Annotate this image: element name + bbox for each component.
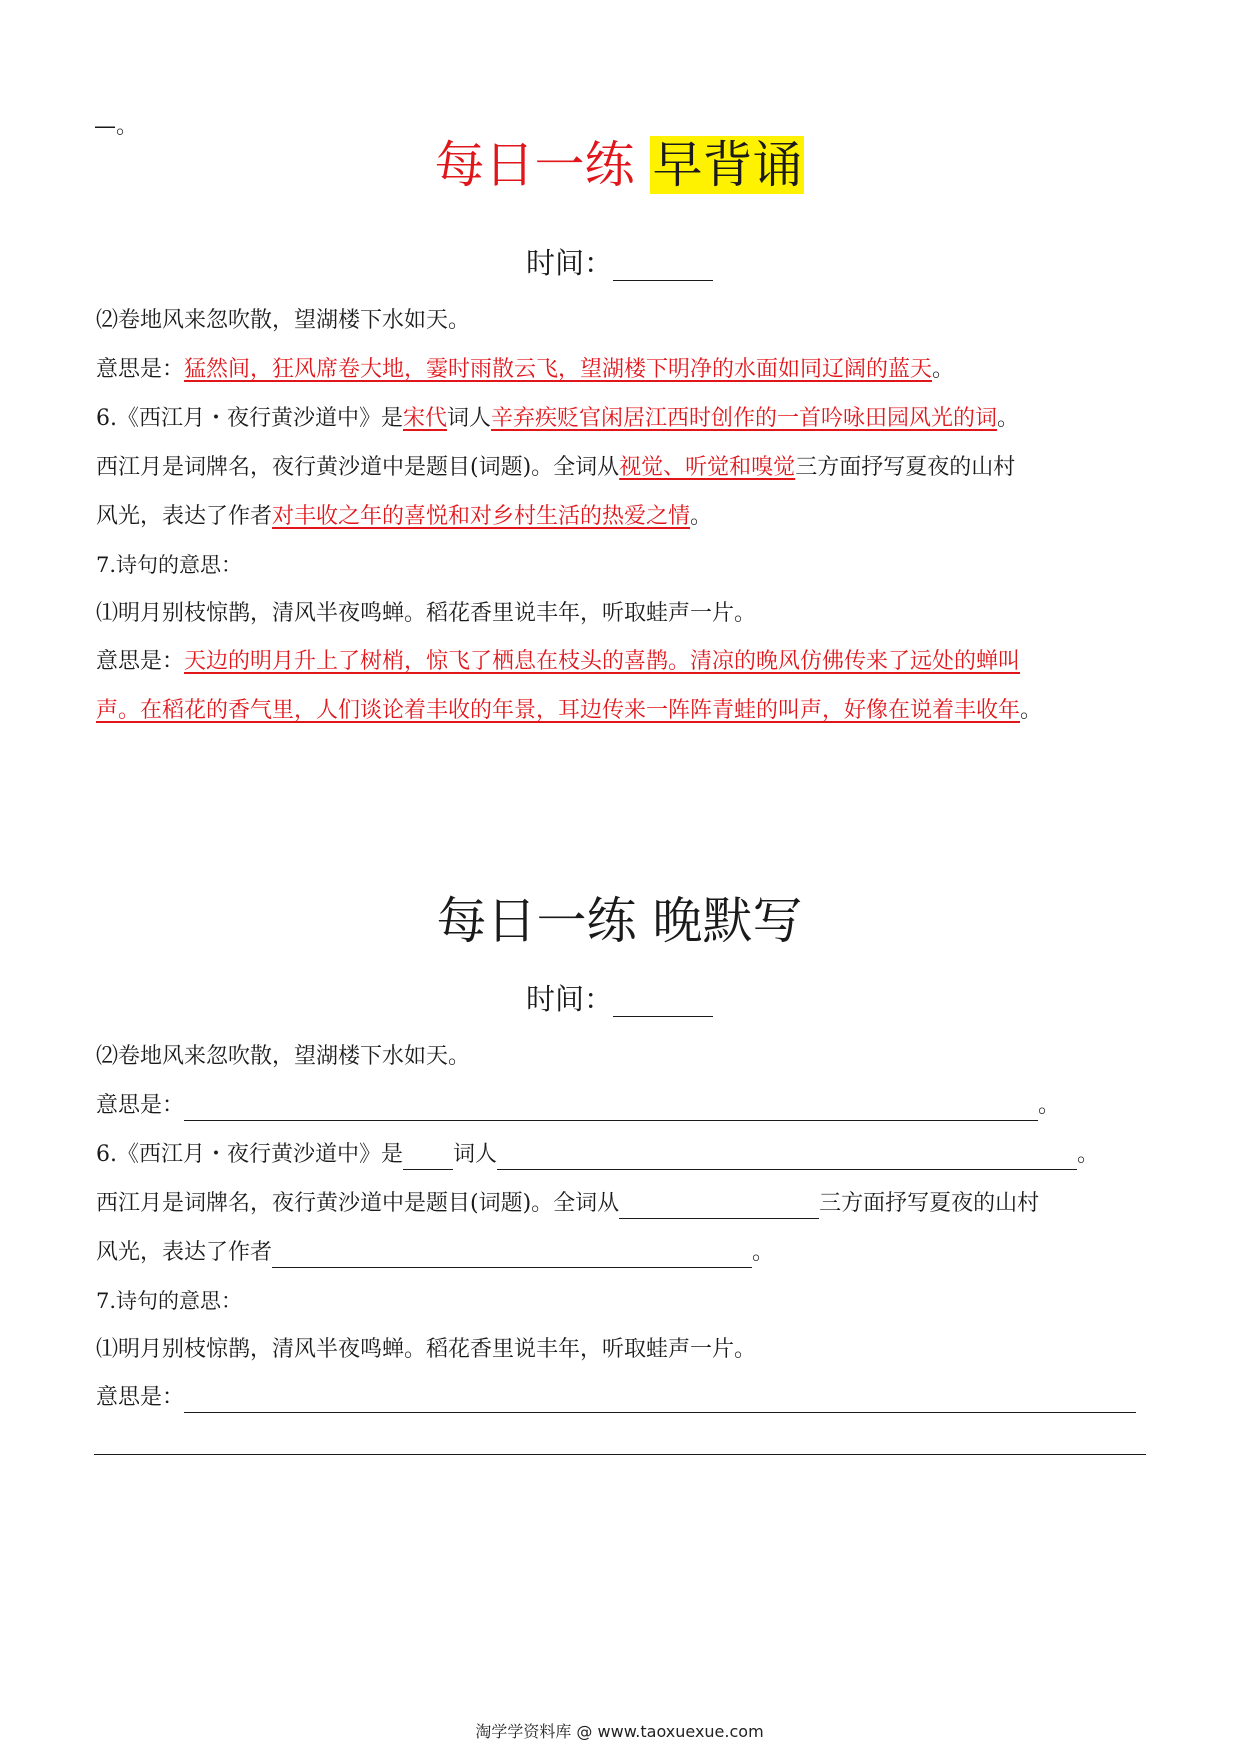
morning-q6-line3-end: 。	[690, 504, 713, 529]
top-fragment: —。	[94, 114, 139, 139]
morning-q6-end: 。	[997, 406, 1020, 431]
morning-q6-line1	[96, 404, 1019, 434]
evening-q2-line: ⑵卷地风来忽吹散，望湖楼下水如天。	[96, 1044, 471, 1069]
morning-q6-senses-answer: 视觉、听觉和嗅觉	[619, 455, 796, 480]
evening-q6-line3-end: 。	[752, 1240, 775, 1265]
morning-q7-meaning-1	[96, 647, 1020, 677]
evening-q6-line2-a: 西江月是词牌名，夜行黄沙道中是题目(词题)。全词从	[96, 1191, 620, 1216]
evening-q6-line2	[96, 1189, 1039, 1219]
evening-time-row	[0, 981, 1239, 1017]
morning-q6-dynasty-answer: 宋代	[403, 406, 448, 431]
morning-time-blank[interactable]	[613, 256, 713, 281]
morning-q6-text-b: 词人	[447, 406, 492, 431]
morning-q6-poet-answer: 辛弃疾贬官闲居江西时创作的一首吟咏田园风光的词	[491, 406, 998, 431]
evening-q7-answer-blank-2[interactable]	[94, 1454, 1146, 1455]
morning-time-label: 时间：	[525, 246, 613, 280]
evening-q6-end: 。	[1077, 1142, 1100, 1167]
evening-time-label: 时间：	[525, 982, 613, 1016]
evening-q7-title: 7.诗句的意思：	[96, 1289, 243, 1313]
morning-q2-meaning	[96, 355, 954, 385]
morning-q2-end: 。	[932, 357, 955, 382]
morning-q2-meaning-label: 意思是：	[96, 357, 185, 382]
evening-q6-line2-b: 三方面抒写夏夜的山村	[819, 1191, 1040, 1216]
morning-q6-line3-a: 风光，表达了作者	[96, 504, 273, 529]
morning-title	[0, 135, 1239, 195]
morning-q6-feeling-answer: 对丰收之年的喜悦和对乡村生活的热爱之情	[272, 504, 691, 529]
morning-q6-line2	[96, 453, 1015, 483]
morning-q7-line: ⑴明月别枝惊鹊，清风半夜鸣蝉。稻花香里说丰年，听取蛙声一片。	[96, 601, 757, 626]
morning-q6-line3	[96, 502, 712, 532]
evening-q6-poet-blank[interactable]	[497, 1145, 1077, 1170]
evening-q7-meaning	[96, 1383, 1136, 1413]
evening-q6-feeling-blank[interactable]	[272, 1243, 752, 1268]
evening-q2-meaning-label: 意思是：	[96, 1093, 185, 1118]
morning-q7-meaning-2	[96, 696, 1042, 726]
morning-title-prefix: 每日一练	[434, 136, 635, 194]
morning-q7-meaning-label: 意思是：	[96, 649, 185, 674]
morning-q7-answer-2: 声。在稻花的香气里，人们谈论着丰收的年景，耳边传来一阵阵青蛙的叫声，好像在说着丰收年	[96, 698, 1021, 723]
morning-time-row	[0, 245, 1239, 281]
morning-q7-title: 7.诗句的意思：	[96, 553, 243, 577]
evening-q6-text-b: 词人	[453, 1142, 498, 1167]
page-footer: 淘学学资料库 @ www.taoxuexue.com	[475, 1722, 764, 1741]
evening-q2-meaning	[96, 1091, 1060, 1121]
evening-q2-answer-blank[interactable]	[184, 1096, 1038, 1121]
morning-q6-text-a: 6.《西江月・夜行黄沙道中》是	[96, 406, 403, 431]
evening-q7-line: ⑴明月别枝惊鹊，清风半夜鸣蝉。稻花香里说丰年，听取蛙声一片。	[96, 1337, 757, 1362]
evening-q6-line3-a: 风光，表达了作者	[96, 1240, 273, 1265]
morning-title-highlight: 早背诵	[652, 136, 803, 194]
morning-q7-answer-1: 天边的明月升上了树梢，惊飞了栖息在枝头的喜鹊。清凉的晚风仿佛传来了远处的蝉叫	[184, 649, 1021, 674]
evening-q6-senses-blank[interactable]	[619, 1194, 819, 1219]
morning-q2-line: ⑵卷地风来忽吹散，望湖楼下水如天。	[96, 308, 471, 333]
morning-q7-end: 。	[1020, 698, 1043, 723]
morning-q6-line2-b: 三方面抒写夏夜的山村	[795, 455, 1016, 480]
evening-title: 每日一练 晚默写	[436, 892, 803, 950]
evening-q6-text-a: 6.《西江月・夜行黄沙道中》是	[96, 1142, 403, 1167]
evening-q6-line3	[96, 1238, 774, 1268]
evening-q2-end: 。	[1038, 1093, 1061, 1118]
evening-q7-answer-blank-1[interactable]	[184, 1388, 1136, 1413]
evening-q6-dynasty-blank[interactable]	[403, 1145, 453, 1170]
morning-q6-line2-a: 西江月是词牌名，夜行黄沙道中是题目(词题)。全词从	[96, 455, 620, 480]
evening-q7-meaning-label: 意思是：	[96, 1385, 185, 1410]
evening-time-blank[interactable]	[613, 992, 713, 1017]
morning-q2-answer: 猛然间，狂风席卷大地，霎时雨散云飞，望湖楼下明净的水面如同辽阔的蓝天	[184, 357, 933, 382]
evening-q6-line1	[96, 1140, 1099, 1170]
